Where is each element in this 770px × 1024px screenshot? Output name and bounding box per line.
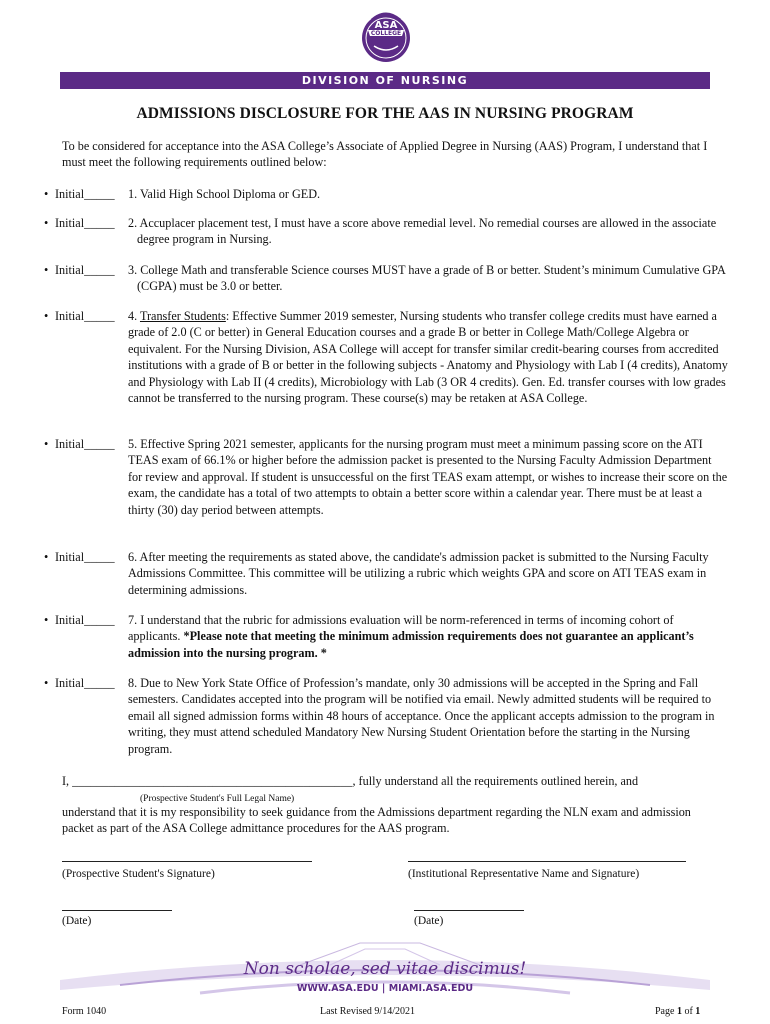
rep-date-line[interactable] xyxy=(414,910,524,911)
requirement-text: 6. After meeting the requirements as stated above, the candidate's admission packet is submitted to the Nursing Faculty Admissions Committee. This committee will be utilizing a rubric which weights GPA and score on ATI TEAS exam in determining admissions. xyxy=(128,550,709,597)
initial-field[interactable]: Initial_____ xyxy=(55,216,115,230)
bullet-icon: • xyxy=(44,187,49,201)
rep-signature-line[interactable] xyxy=(408,861,686,862)
intro-paragraph: To be considered for acceptance into the ASA College’s Associate of Applied Degree in Nursing (AAS) Program, I understand that I must meet the following requirements outlined below: xyxy=(62,139,708,170)
student-signature-label: (Prospective Student's Signature) xyxy=(62,868,215,880)
transfer-students-heading: Transfer Students xyxy=(139,309,226,323)
requirement-text: 8. Due to New York State Office of Profession’s mandate, only 30 admissions will be accepted in the Spring and Fall semesters. Candidates accepted into the program will be notified via email. Newly admitted students will be required to email all signed admission forms within 48 hours of acceptance. Once the applicant accepts admission to the program in writing, they must attend scheduled Mandatory New Nursing Student Orientation before the starting in the Nursing program. xyxy=(128,676,715,756)
initial-field[interactable]: Initial_____ xyxy=(55,263,115,277)
page-number: 1 xyxy=(676,1006,682,1017)
initial-field[interactable]: Initial_____ xyxy=(55,613,115,627)
svg-text:COLLEGE: COLLEGE xyxy=(370,30,402,37)
initial-field[interactable]: Initial_____ xyxy=(55,437,115,451)
item-number: 4. xyxy=(128,309,140,323)
requirement-text: 3. College Math and transferable Science courses MUST have a grade of B or better. Student’s minimum Cumulative GPA (CGPA) must be 3.0 or better. xyxy=(128,263,726,294)
requirement-text xyxy=(128,612,728,661)
student-date-line[interactable] xyxy=(62,910,172,911)
bullet-icon: • xyxy=(44,613,49,627)
requirement-text: 1. Valid High School Diploma or GED. xyxy=(128,187,321,201)
attestation-continuation: understand that it is my responsibility to seek guidance from the Admissions department regarding the NLN exam and admission packet as part of the ASA College admittance procedures for the AAS program. xyxy=(62,805,691,836)
svg-text:ASA: ASA xyxy=(374,20,398,31)
page-indicator xyxy=(655,1004,700,1020)
full-name-caption: (Prospective Student's Full Legal Name) xyxy=(140,794,295,804)
bullet-icon: • xyxy=(44,309,49,323)
page-total: 1 xyxy=(695,1006,701,1017)
last-revised: Last Revised 9/14/2021 xyxy=(320,1006,415,1017)
initial-field[interactable]: Initial_____ xyxy=(55,309,115,323)
requirement-text xyxy=(128,308,728,406)
requirement-text: 2. Accuplacer placement test, I must have a score above remedial level. No remedial courses are allowed in the associate degree program in Nursing. xyxy=(128,216,717,247)
bullet-icon: • xyxy=(44,676,49,690)
attestation-line[interactable]: I, ______________________________________________, fully understand all the requirements outlined herein, and xyxy=(62,774,639,788)
form-number: Form 1040 xyxy=(62,1006,107,1017)
item-body: : Effective Summer 2019 semester, Nursing students who transfer college credits must have earned a grade of 2.0 (C or better) in General Education courses and a grade B or better in College Math/College Algebra or equivalent. For the Nursing Division, ASA College will accept for transfer similar credit-bearing courses from accredited institutions with a grade of B or better in the following subjects - Anatomy and Physiology with Lab I (4 credits), Anatomy and Physiology with Lab II (4 credits), Microbiology with Lab (3 OR 4 credits). Gen. Ed. transfer courses with low grades cannot be transferred to the nursing program. These course(s) may be retaken at ASA College. xyxy=(128,309,728,406)
bullet-icon: • xyxy=(44,437,49,451)
bullet-icon: • xyxy=(44,263,49,277)
admission-notice: *Please note that meeting the minimum admission requirements does not guarantee an applicant’s admission into the nursing program. * xyxy=(128,629,694,660)
rep-signature-label: (Institutional Representative Name and Signature) xyxy=(408,868,640,880)
bullet-icon: • xyxy=(44,550,49,564)
page-of-label: of xyxy=(681,1006,696,1017)
student-signature-line[interactable] xyxy=(62,861,312,862)
website-links[interactable]: WWW.ASA.EDU | MIAMI.ASA.EDU xyxy=(296,983,474,994)
document-title: ADMISSIONS DISCLOSURE FOR THE AAS IN NURSING PROGRAM xyxy=(136,105,634,122)
page-label: Page xyxy=(655,1006,677,1017)
student-date-label: (Date) xyxy=(62,915,92,927)
initial-field[interactable]: Initial_____ xyxy=(55,187,115,201)
initial-field[interactable]: Initial_____ xyxy=(55,676,115,690)
rep-date-label: (Date) xyxy=(414,915,444,927)
initial-field[interactable]: Initial_____ xyxy=(55,550,115,564)
division-banner: DIVISION OF NURSING xyxy=(60,72,710,89)
college-motto: Non scholae, sed vitae discimus! xyxy=(243,959,527,979)
item-body: 7. I understand that the rubric for admissions evaluation will be norm-referenced in terms of incoming cohort of applicants. xyxy=(128,613,674,644)
asa-college-logo xyxy=(358,6,414,66)
bullet-icon: • xyxy=(44,216,49,230)
requirement-text: 5. Effective Spring 2021 semester, applicants for the nursing program must meet a minimum passing score on the ATI TEAS exam of 66.1% or higher before the admission packet is presented to the Nursing Faculty Admission Department for review and approval. If student is unsuccessful on the first TEAS exam attempt, or wishes to increase their score on the exam, the candidate has a total of two attempts to obtain a better score within a calendar year. There must be at least a thirty (30) day period between attempts. xyxy=(128,437,728,517)
